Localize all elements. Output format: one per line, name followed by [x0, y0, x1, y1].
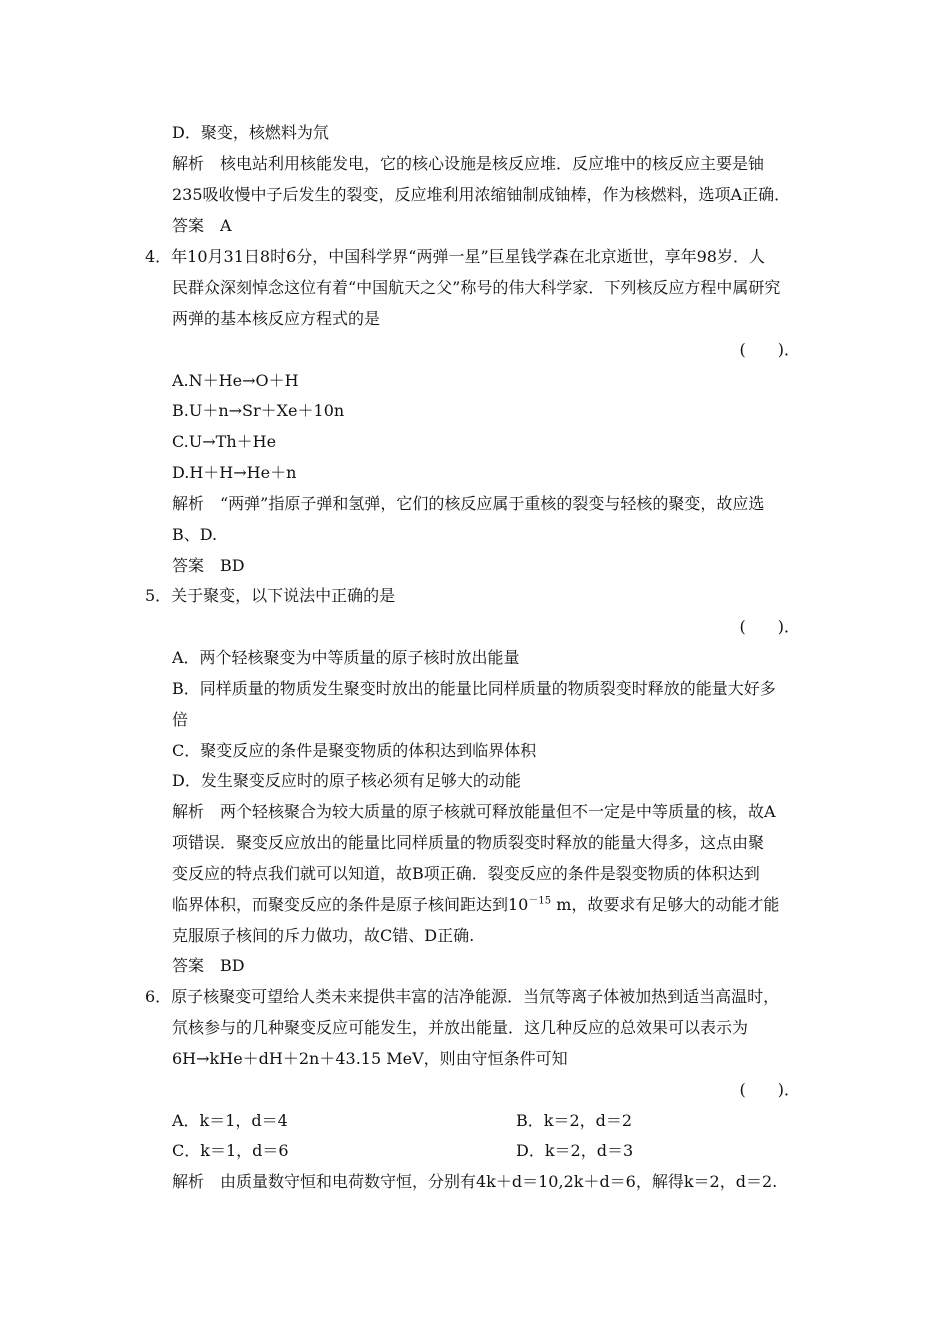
- q3-option-d: D．聚变，核燃料为氘: [172, 123, 329, 142]
- q4-analysis-line: 解析 “两弹”指原子弹和氢弹，它们的核反应属于重核的裂变与轻核的聚变，故应选: [172, 494, 765, 513]
- q4-option-a: A.N＋He→O＋H: [172, 371, 299, 390]
- q3-answer: 答案 A: [172, 216, 232, 235]
- q5-analysis-line: [172, 894, 779, 916]
- q6-stem-line: 6．原子核聚变可望给人类未来提供丰富的洁净能源．当氘等离子体被加热到适当高温时，: [145, 987, 780, 1006]
- q5-option-c: C．聚变反应的条件是聚变物质的体积达到临界体积: [172, 741, 537, 760]
- q6-option-b: B．k＝2，d＝2: [516, 1111, 633, 1130]
- q4-stem-line: 4．年10月31日8时6分，中国科学界“两弹一星”巨星钱学森在北京逝世，享年98岁．人: [145, 247, 765, 266]
- q3-analysis-line: 解析 核电站利用核能发电，它的核心设施是核反应堆．反应堆中的核反应主要是铀: [172, 154, 765, 173]
- q5-exponent: －15: [528, 895, 552, 907]
- q5-option-b-line: B．同样质量的物质发生聚变时放出的能量比同样质量的物质裂变时释放的能量大好多: [172, 679, 776, 698]
- q4-answer-paren: ( )．: [739, 340, 800, 359]
- q5-option-a: A．两个轻核聚变为中等质量的原子核时放出能量: [172, 648, 520, 667]
- q4-option-c: C.U→Th＋He: [172, 432, 277, 451]
- q6-stem-line: 6H→kHe＋dH＋2n＋43.15 MeV，则由守恒条件可知: [172, 1049, 568, 1068]
- q6-analysis: 解析 由质量数守恒和电荷数守恒，分别有4k＋d＝10,2k＋d＝6，解得k＝2，d＝2.: [172, 1172, 778, 1191]
- q5-stem: 5．关于聚变，以下说法中正确的是: [145, 586, 396, 605]
- q6-option-c: C．k＝1，d＝6: [172, 1141, 289, 1160]
- q6-answer-paren: ( )．: [739, 1080, 800, 1099]
- q4-stem-line: 两弹的基本核反应方程式的是: [172, 309, 381, 328]
- q4-answer: 答案 BD: [172, 556, 245, 575]
- q5-analysis-text: m，故要求有足够大的动能才能: [551, 895, 780, 914]
- q5-option-b-line: 倍: [172, 710, 189, 729]
- q5-analysis-text: 临界体积，而聚变反应的条件是原子核间距达到10: [172, 895, 529, 914]
- q5-answer-paren: ( )．: [739, 617, 800, 636]
- q4-option-d: D.H＋H→He＋n: [172, 463, 297, 482]
- q5-answer: 答案 BD: [172, 956, 245, 975]
- q6-option-d: D．k＝2，d＝3: [516, 1141, 634, 1160]
- q5-analysis-line: 克服原子核间的斥力做功，故C错、D正确.: [172, 926, 475, 945]
- q5-analysis-line: 解析 两个轻核聚合为较大质量的原子核就可释放能量但不一定是中等质量的核，故A: [172, 802, 776, 821]
- q4-analysis-line: B、D.: [172, 525, 218, 544]
- q6-stem-line: 氘核参与的几种聚变反应可能发生，并放出能量．这几种反应的总效果可以表示为: [172, 1018, 749, 1037]
- q5-analysis-line: 项错误．聚变反应放出的能量比同样质量的物质裂变时释放的能量大得多，这点由聚: [172, 833, 765, 852]
- q6-option-a: A．k＝1，d＝4: [172, 1111, 288, 1130]
- q4-option-b: B.U＋n→Sr＋Xe＋10n: [172, 401, 345, 420]
- q5-analysis-line: 变反应的特点我们就可以知道，故B项正确．裂变反应的条件是裂变物质的体积达到: [172, 864, 760, 883]
- q3-analysis-line: 235吸收慢中子后发生的裂变，反应堆利用浓缩铀制成铀棒，作为核燃料，选项A正确．: [172, 185, 791, 204]
- q4-stem-line: 民群众深刻悼念这位有着“中国航天之父”称号的伟大科学家．下列核反应方程中属研究: [172, 278, 781, 297]
- q5-option-d: D．发生聚变反应时的原子核必须有足够大的动能: [172, 771, 521, 790]
